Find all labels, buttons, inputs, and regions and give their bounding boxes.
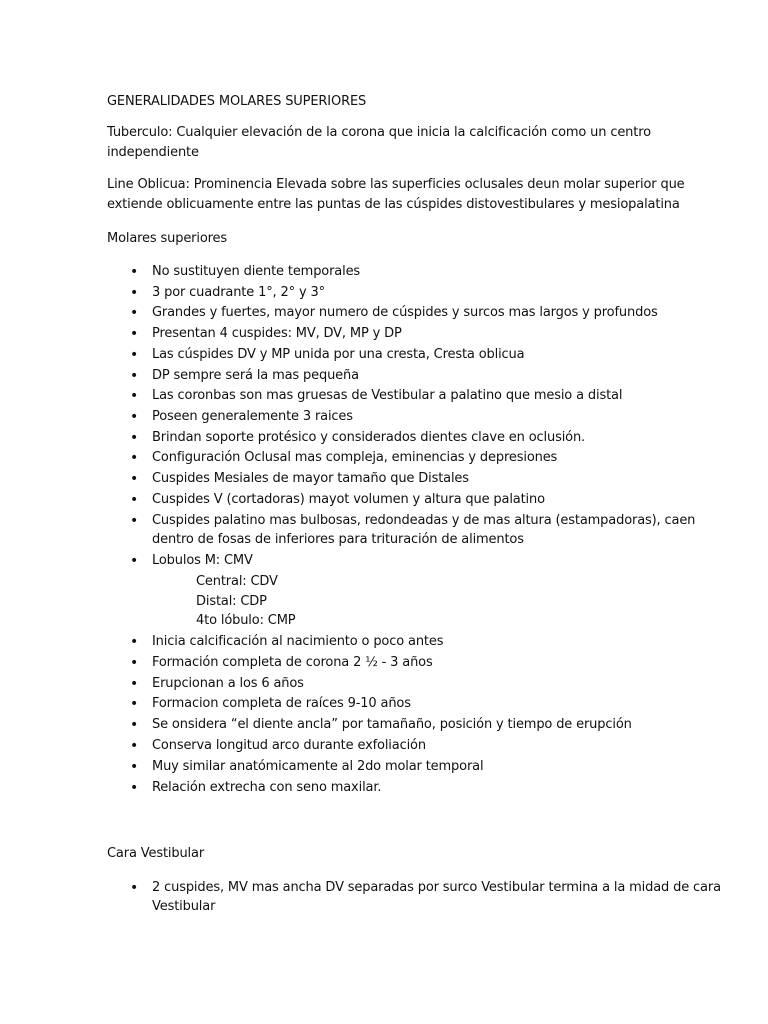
- bullet-icon: •: [130, 717, 139, 733]
- list-item-continuation: Vestibular: [152, 899, 216, 914]
- bullet-icon: •: [130, 264, 139, 280]
- list-item: Las cúspides DV y MP unida por una cresta, Cresta oblicua: [152, 347, 525, 362]
- list-item: Inicia calcificación al nacimiento o poco antes: [152, 634, 444, 649]
- cara-vestibular-heading: Cara Vestibular: [107, 846, 205, 861]
- list-item: Cuspides palatino mas bulbosas, redondeadas y de mas altura (estampadoras), caen: [152, 513, 696, 528]
- lobulo-sub-item: Distal: CDP: [196, 594, 267, 609]
- list-item: Erupcionan a los 6 años: [152, 676, 304, 691]
- bullet-icon: •: [130, 780, 139, 796]
- list-item: Cuspides V (cortadoras) mayot volumen y altura que palatino: [152, 492, 545, 507]
- bullet-icon: •: [130, 513, 139, 529]
- bullet-icon: •: [130, 880, 139, 896]
- linea-oblicua-definition-line-1: Line Oblicua: Prominencia Elevada sobre las superficies oclusales deun molar superior que: [107, 177, 685, 192]
- list-item: Presentan 4 cuspides: MV, DV, MP y DP: [152, 326, 402, 341]
- bullet-icon: •: [130, 409, 139, 425]
- list-item: Se onsidera “el diente ancla” por tamañaño, posición y tiempo de erupción: [152, 717, 632, 732]
- list-item: 2 cuspides, MV mas ancha DV separadas por surco Vestibular termina a la midad de cara: [152, 880, 721, 895]
- bullet-icon: •: [130, 368, 139, 384]
- list-item: Configuración Oclusal mas compleja, eminencias y depresiones: [152, 450, 558, 465]
- tuberculo-definition-line-1: Tuberculo: Cualquier elevación de la corona que inicia la calcificación como un centro: [107, 125, 651, 140]
- bullet-icon: •: [130, 347, 139, 363]
- bullet-icon: •: [130, 676, 139, 692]
- bullet-icon: •: [130, 471, 139, 487]
- bullet-icon: •: [130, 492, 139, 508]
- bullet-icon: •: [130, 388, 139, 404]
- list-item: Poseen generalemente 3 raices: [152, 409, 353, 424]
- bullet-icon: •: [130, 634, 139, 650]
- list-item-continuation: dentro de fosas de inferiores para trituración de alimentos: [152, 532, 524, 547]
- molares-superiores-heading: Molares superiores: [107, 231, 228, 246]
- lobulo-sub-item: 4to lóbulo: CMP: [196, 613, 296, 628]
- bullet-icon: •: [130, 759, 139, 775]
- document-title: GENERALIDADES MOLARES SUPERIORES: [107, 94, 367, 109]
- list-item: Conserva longitud arco durante exfoliación: [152, 738, 426, 753]
- list-item: Muy similar anatómicamente al 2do molar temporal: [152, 759, 484, 774]
- bullet-icon: •: [130, 655, 139, 671]
- bullet-icon: •: [130, 696, 139, 712]
- list-item: Cuspides Mesiales de mayor tamaño que Distales: [152, 471, 469, 486]
- list-item: Relación extrecha con seno maxilar.: [152, 780, 382, 795]
- lobulo-sub-item: Central: CDV: [196, 574, 278, 589]
- bullet-icon: •: [130, 285, 139, 301]
- linea-oblicua-definition-line-2: extiende oblicuamente entre las puntas de las cúspides distovestibulares y mesiopalatina: [107, 197, 680, 212]
- list-item: 3 por cuadrante 1°, 2° y 3°: [152, 285, 325, 300]
- list-item: Brindan soporte protésico y considerados dientes clave en oclusión.: [152, 430, 586, 445]
- bullet-icon: •: [130, 326, 139, 342]
- list-item: DP sempre será la mas pequeña: [152, 368, 359, 383]
- tuberculo-definition-line-2: independiente: [107, 145, 199, 160]
- list-item: Grandes y fuertes, mayor numero de cúspides y surcos mas largos y profundos: [152, 305, 658, 320]
- bullet-icon: •: [130, 305, 139, 321]
- list-item: No sustituyen diente temporales: [152, 264, 361, 279]
- list-item: Las coronbas son mas gruesas de Vestibular a palatino que mesio a distal: [152, 388, 623, 403]
- list-item-lobulos: Lobulos M: CMV: [152, 553, 253, 568]
- bullet-icon: •: [130, 430, 139, 446]
- bullet-icon: •: [130, 553, 139, 569]
- list-item: Formacion completa de raíces 9-10 años: [152, 696, 411, 711]
- bullet-icon: •: [130, 738, 139, 754]
- list-item: Formación completa de corona 2 ½ - 3 años: [152, 655, 433, 670]
- bullet-icon: •: [130, 450, 139, 466]
